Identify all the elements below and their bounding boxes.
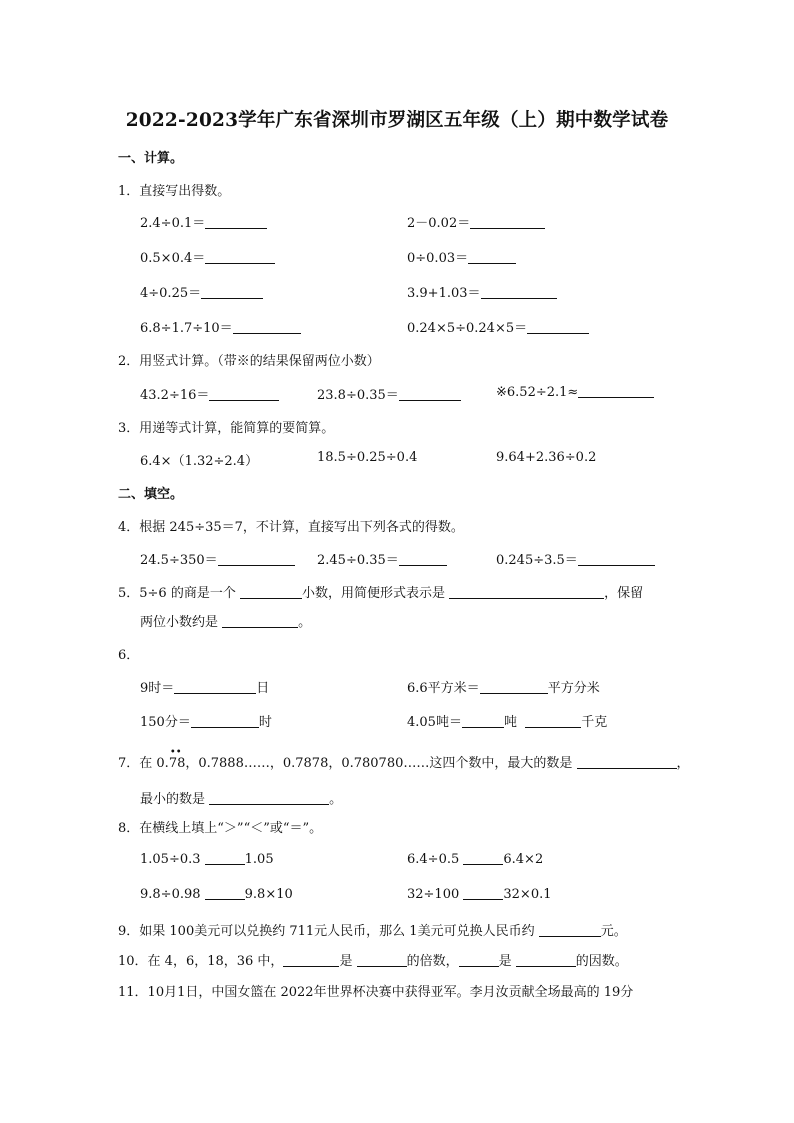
question-11: 11．10月1日，中国女篮在 2022年世界杯决赛中获得亚军。李月汝贡献全场最高的 19分 (118, 985, 634, 1000)
question-5-line-2 (140, 611, 311, 630)
q1-item-6-text: 3.9+1.03＝ (407, 286, 481, 301)
answer-blank[interactable] (201, 285, 263, 299)
answer-blank[interactable] (463, 886, 503, 900)
q6-item-4-mid: 吨 (503, 715, 517, 730)
q6-item-1 (140, 677, 269, 696)
question-5-line-1 (118, 582, 643, 601)
question-7-line-1 (118, 747, 690, 771)
q10-text-2: 是 (339, 954, 357, 969)
answer-blank[interactable] (222, 614, 298, 628)
q2-item-2-text: 23.8÷0.35＝ (317, 388, 399, 403)
q8-item-3 (140, 886, 293, 902)
q6-item-3 (140, 711, 272, 730)
q6-item-4 (407, 711, 607, 730)
q1-item-2 (407, 212, 545, 231)
q1-item-5 (140, 282, 263, 301)
question-1-stem: 1．直接写出得数。 (118, 184, 231, 199)
q5-text-3: ，保留 (604, 586, 644, 601)
q9-text-2: 元。 (600, 924, 627, 939)
q2-item-2 (317, 384, 461, 403)
q8-item-4 (407, 886, 552, 902)
question-9 (118, 920, 627, 939)
q8-item-1 (140, 851, 274, 867)
question-7-line-2 (140, 788, 342, 807)
q8-item-2-right: 6.4×2 (503, 852, 544, 867)
q1-item-4 (407, 247, 516, 266)
q6-item-2-text: 6.6平方米＝ (407, 681, 480, 696)
q5-text-4: 两位小数约是 (140, 615, 223, 630)
answer-blank[interactable] (205, 215, 267, 229)
answer-blank[interactable] (191, 714, 259, 728)
q1-item-5-text: 4÷0.25＝ (140, 286, 202, 301)
answer-blank[interactable] (218, 552, 295, 566)
page-title: 2022-2023学年广东省深圳市罗湖区五年级（上）期中数学试卷 (125, 110, 669, 131)
question-6-number: 6． (118, 648, 140, 663)
q1-item-7 (140, 317, 301, 336)
q7-text-4: 最小的数是 (140, 792, 210, 807)
section-heading-calculation: 一、计算。 (118, 151, 184, 166)
q4-item-1 (140, 549, 295, 568)
section-heading-fill-in: 二、填空。 (118, 487, 184, 502)
q6-item-1-unit: 日 (256, 681, 270, 696)
q1-item-3 (140, 247, 275, 266)
q4-item-2 (317, 549, 447, 568)
answer-blank[interactable] (470, 215, 545, 229)
question-2-stem: 2．用竖式计算。（带※的结果保留两位小数） (118, 354, 380, 369)
q6-item-1-text: 9时＝ (140, 681, 175, 696)
q4-item-3-text: 0.245÷3.5＝ (496, 553, 578, 568)
repeating-decimal (168, 747, 186, 771)
q3-item-1: 6.4×（1.32÷2.4） (140, 454, 259, 469)
q1-item-7-text: 6.8÷1.7÷10＝ (140, 321, 233, 336)
q5-text-2: 小数，用简便形式表示是 (301, 586, 450, 601)
q10-text-4: 是 (498, 954, 516, 969)
q1-item-4-text: 0÷0.03＝ (407, 251, 469, 266)
answer-blank[interactable] (283, 953, 339, 967)
q8-item-2 (407, 851, 543, 867)
answer-blank[interactable] (577, 755, 677, 769)
q6-item-4-unit: 千克 (581, 715, 608, 730)
q8-item-1-left: 1.05÷0.3 (140, 852, 205, 867)
answer-blank[interactable] (174, 680, 256, 694)
q1-item-8 (407, 317, 589, 336)
q1-item-1-text: 2.4÷0.1＝ (140, 216, 206, 231)
q5-text-5: 。 (298, 615, 312, 630)
repeating-dots: •• (169, 747, 182, 758)
q6-item-2 (407, 677, 600, 696)
q2-item-3 (496, 384, 654, 400)
question-4-stem: 4．根据 245÷35＝7，不计算，直接写出下列各式的得数。 (118, 520, 464, 535)
question-3-stem: 3．用递等式计算，能简算的要简算。 (118, 421, 335, 436)
q8-item-2-left: 6.4÷0.5 (407, 852, 464, 867)
answer-blank[interactable] (463, 851, 503, 865)
repeating-digits: 78 (168, 756, 186, 771)
q8-item-1-right: 1.05 (244, 852, 274, 867)
q10-text-5: 的因数。 (575, 954, 628, 969)
q1-item-8-text: 0.24×5÷0.24×5＝ (407, 321, 528, 336)
q10-text-3: 的倍数， (406, 954, 459, 969)
q8-item-3-right: 9.8×10 (244, 887, 293, 902)
q1-item-2-text: 2－0.02＝ (407, 216, 471, 231)
q7-text-5: 。 (329, 792, 343, 807)
answer-blank[interactable] (399, 387, 461, 401)
q4-item-1-text: 24.5÷350＝ (140, 553, 218, 568)
q6-item-4-text: 4.05吨＝ (407, 715, 462, 730)
answer-blank[interactable] (480, 680, 548, 694)
answer-blank[interactable] (205, 886, 245, 900)
q2-item-1 (140, 384, 279, 403)
answer-blank[interactable] (578, 552, 655, 566)
answer-blank[interactable] (399, 552, 447, 566)
q8-item-3-left: 9.8÷0.98 (140, 887, 205, 902)
answer-blank[interactable] (468, 250, 516, 264)
q6-item-2-unit: 平方分米 (547, 681, 600, 696)
q10-text-1: 10．在 4，6，18，36 中， (118, 954, 284, 969)
answer-blank[interactable] (525, 714, 581, 728)
q1-item-3-text: 0.5×0.4＝ (140, 251, 206, 266)
answer-blank[interactable] (481, 285, 557, 299)
q8-item-4-right: 32×0.1 (503, 887, 552, 902)
q9-text-1: 9．如果 100美元可以兑换约 711元人民币，那么 1美元可兑换人民币约 (118, 924, 539, 939)
answer-blank[interactable] (462, 714, 504, 728)
answer-blank[interactable] (209, 791, 329, 805)
answer-blank[interactable] (449, 585, 604, 599)
answer-blank[interactable] (240, 585, 302, 599)
answer-blank[interactable] (209, 387, 279, 401)
q4-item-2-text: 2.45÷0.35＝ (317, 553, 399, 568)
q7-text-2: ，0.7888……，0.7878，0.780780……这四个数中，最大的数是 (185, 756, 577, 771)
q6-item-3-unit: 时 (258, 715, 272, 730)
answer-blank[interactable] (578, 384, 654, 398)
q1-item-1 (140, 212, 267, 231)
q4-item-3 (496, 549, 655, 568)
answer-blank[interactable] (357, 953, 407, 967)
q6-item-3-text: 150分＝ (140, 715, 191, 730)
q3-item-2: 18.5÷0.25÷0.4 (317, 450, 418, 465)
question-8-stem: 8．在横线上填上“＞”“＜”或“＝”。 (118, 821, 323, 836)
q2-item-1-text: 43.2÷16＝ (140, 388, 210, 403)
q7-text-1: 7．在 0. (118, 756, 169, 771)
q7-text-3: ， (676, 756, 690, 771)
answer-blank[interactable] (205, 250, 275, 264)
q1-item-6 (407, 282, 557, 301)
answer-blank[interactable] (233, 320, 301, 334)
q8-item-4-left: 32÷100 (407, 887, 464, 902)
q3-item-3: 9.64+2.36÷0.2 (496, 450, 597, 465)
answer-blank[interactable] (527, 320, 589, 334)
answer-blank[interactable] (539, 923, 601, 937)
answer-blank[interactable] (205, 851, 245, 865)
q2-item-3-text: ※6.52÷2.1≈ (496, 385, 579, 400)
answer-blank[interactable] (459, 953, 499, 967)
question-10 (118, 950, 628, 969)
answer-blank[interactable] (516, 953, 576, 967)
q5-text-1: 5．5÷6 的商是一个 (118, 586, 240, 601)
